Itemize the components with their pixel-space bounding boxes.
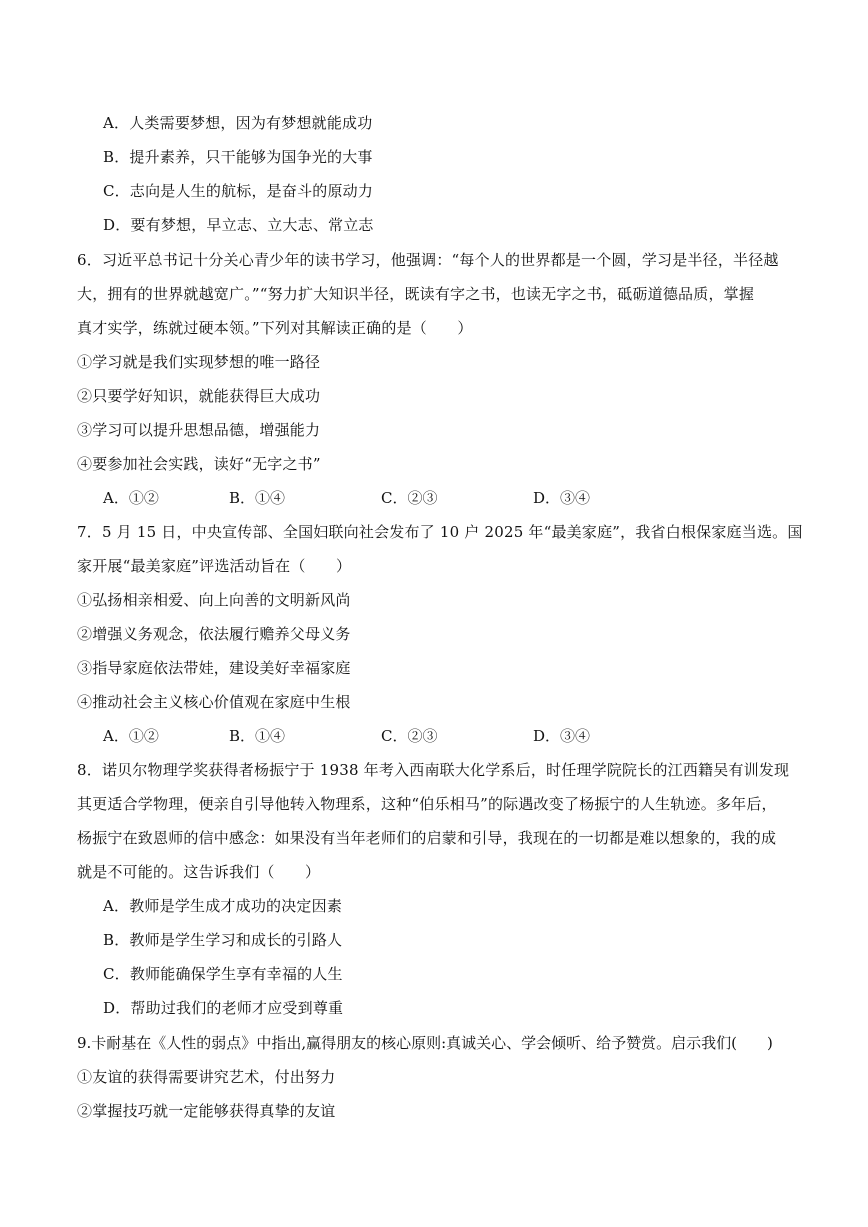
q8-option-d: D．帮助过我们的老师才应受到尊重 xyxy=(103,999,344,1017)
q8-stem-line-1: 8．诺贝尔物理学奖获得者杨振宁于 1938 年考入西南联大化学系后，时任理学院院长的江西籍吴有训发现 xyxy=(77,761,790,779)
q6-stem-line-1: 6．习近平总书记十分关心青少年的读书学习，他强调：“每个人的世界都是一个圆，学习是半径，半径越 xyxy=(77,251,779,269)
q8-option-a: A．教师是学生成才成功的决定因素 xyxy=(103,897,343,915)
q6-item-1: ①学习就是我们实现梦想的唯一路径 xyxy=(77,353,321,371)
q6-item-4: ④要参加社会实践，读好“无字之书” xyxy=(77,455,321,473)
q7-choice-b: B．①④ xyxy=(229,727,286,745)
q8-stem-line-4: 就是不可能的。这告诉我们（ ） xyxy=(77,863,321,881)
q7-item-1: ①弘扬相亲相爱、向上向善的文明新风尚 xyxy=(77,591,351,609)
q6-choice-c: C．②③ xyxy=(381,489,438,507)
q5-option-d: D．要有梦想，早立志、立大志、常立志 xyxy=(103,216,374,234)
q7-choice-c: C．②③ xyxy=(381,727,438,745)
q6-choice-a: A．①② xyxy=(103,489,159,507)
q6-choice-d: D．③④ xyxy=(533,489,591,507)
q9-item-2: ②掌握技巧就一定能够获得真挚的友谊 xyxy=(77,1102,336,1120)
q7-item-2: ②增强义务观念，依法履行赡养父母义务 xyxy=(77,625,351,643)
q7-choice-d: D．③④ xyxy=(533,727,591,745)
q7-stem-line-1: 7．5 月 15 日，中央宣传部、全国妇联向社会发布了 10 户 2025 年“最美家庭”，我省白根保家庭当选。国 xyxy=(77,523,803,541)
q6-item-3: ③学习可以提升思想品德，增强能力 xyxy=(77,421,321,439)
q8-option-c: C．教师能确保学生享有幸福的人生 xyxy=(103,965,343,983)
q6-choice-b: B．①④ xyxy=(229,489,286,507)
q7-item-3: ③指导家庭依法带娃，建设美好幸福家庭 xyxy=(77,659,351,677)
q7-stem-line-2: 家开展“最美家庭”评选活动旨在（ ） xyxy=(77,557,352,575)
q6-stem-line-3: 真才实学，练就过硬本领。”下列对其解读正确的是（ ） xyxy=(77,319,473,337)
q5-option-c: C．志向是人生的航标，是奋斗的原动力 xyxy=(103,182,374,200)
q9-item-1: ①友谊的获得需要讲究艺术，付出努力 xyxy=(77,1068,336,1086)
q7-choices xyxy=(103,726,623,746)
q6-choices xyxy=(103,488,623,508)
q6-item-2: ②只要学好知识，就能获得巨大成功 xyxy=(77,387,321,405)
q8-stem-line-3: 杨振宁在致恩师的信中感念：如果没有当年老师们的启蒙和引导，我现在的一切都是难以想象的，我的成 xyxy=(77,829,777,847)
q5-option-a: A．人类需要梦想，因为有梦想就能成功 xyxy=(103,114,373,132)
q5-option-b: B．提升素养，只干能够为国争光的大事 xyxy=(103,148,373,166)
q6-stem-line-2: 大，拥有的世界就越宽广。”“努力扩大知识半径，既读有字之书，也读无字之书，砥砺道德品质，掌握 xyxy=(77,285,755,303)
q7-item-4: ④推动社会主义核心价值观在家庭中生根 xyxy=(77,693,351,711)
q8-option-b: B．教师是学生学习和成长的引路人 xyxy=(103,931,343,949)
q7-choice-a: A．①② xyxy=(103,727,159,745)
q9-stem-line-1: 9.卡耐基在《人性的弱点》中指出,赢得朋友的核心原则:真诚关心、学会倾听、给予赞赏。启示我们( ) xyxy=(77,1034,773,1052)
q8-stem-line-2: 其更适合学物理，便亲自引导他转入物理系，这种“伯乐相马”的际遇改变了杨振宁的人生轨迹。多年后， xyxy=(77,795,777,813)
